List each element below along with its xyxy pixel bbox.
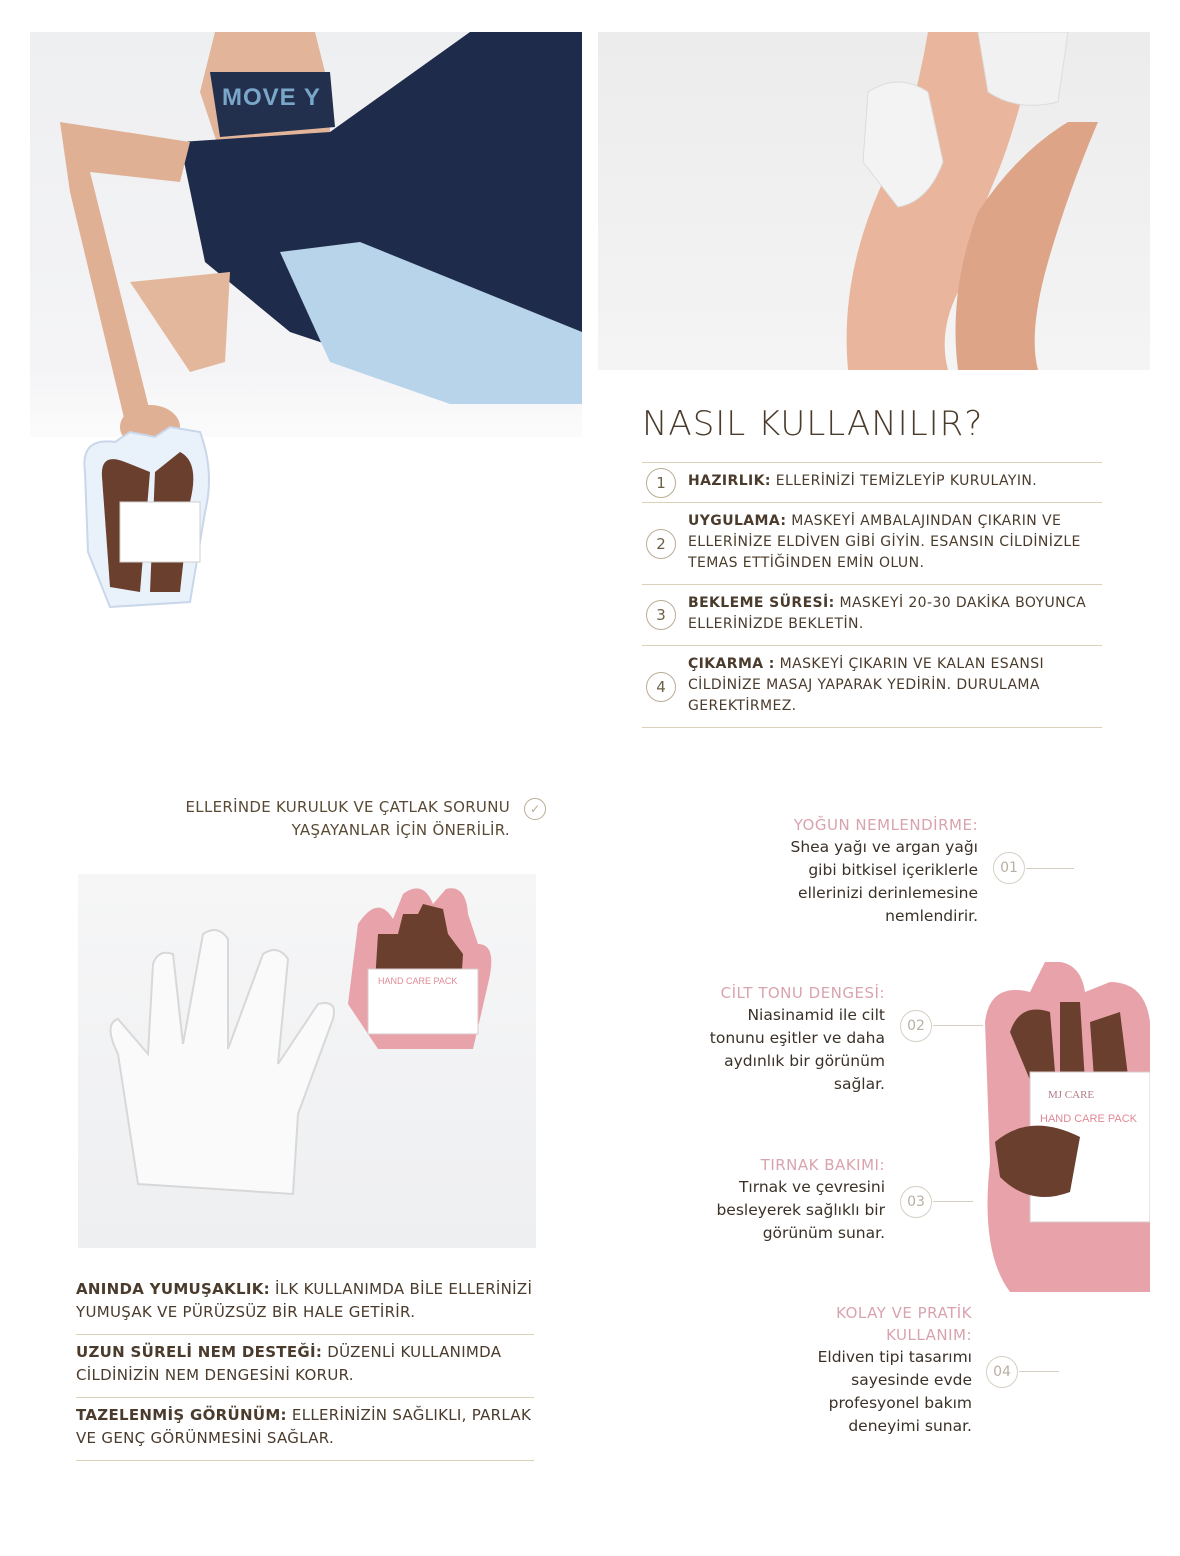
feature-number: 01 [993, 852, 1025, 884]
check-icon: ✓ [524, 798, 546, 820]
feature-number: 02 [900, 1010, 932, 1042]
benefit-item: UZUN SÜRELİ NEM DESTEĞİ: DÜZENLİ KULLANIMDA CİLDİNİZİN NEM DENGESİNİ KORUR. [76, 1335, 534, 1398]
legs-glove-photo [598, 32, 1150, 370]
model-photo [30, 32, 582, 770]
step-item [642, 462, 1102, 502]
how-to-use-panel [598, 32, 1150, 770]
how-to-title: NASIL KULLANILIR? [642, 404, 984, 444]
feature-title: KOLAY VE PRATİK KULLANIM: [836, 1304, 972, 1344]
feature-title: TIRNAK BAKIMI: [760, 1156, 885, 1174]
benefit-item: ANINDA YUMUŞAKLIK: İLK KULLANIMDA BİLE ELLERİNİZİ YUMUŞAK VE PÜRÜZSÜZ BİR HALE GETİRİR. [76, 1272, 534, 1335]
steps-list [642, 462, 1102, 728]
step-text: BEKLEME SÜRESİ: MASKEYİ 20-30 DAKİKA BOYUNCA ELLERİNİZDE BEKLETİN. [688, 595, 1087, 632]
feature-item [628, 814, 978, 928]
feature-connector [933, 1201, 973, 1202]
step-number: 1 [646, 468, 676, 498]
step-number: 3 [646, 600, 676, 630]
feature-item [598, 982, 885, 1096]
step-number: 2 [646, 529, 676, 559]
feature-body: Eldiven tipi tasarımı sayesinde evde profesyonel bakım deneyimi sunar. [817, 1348, 972, 1435]
foot-mask-photo-panel [30, 32, 582, 770]
benefit-item: TAZELENMİŞ GÖRÜNÜM: ELLERİNİZİN SAĞLIKLI, PARLAK VE GENÇ GÖRÜNMESİNİ SAĞLAR. [76, 1398, 534, 1461]
benefits-panel [30, 786, 582, 1504]
feature-item [622, 1302, 972, 1438]
feature-body: Shea yağı ve argan yağı gibi bitkisel içeriklerle ellerinizi derinlemesine nemlendirir. [790, 838, 978, 925]
step-text: UYGULAMA: MASKEYİ AMBALAJINDAN ÇIKARIN VE ELLERİNİZE ELDİVEN GİBİ GİYİN. ESANSIN CİLDİNİZLE TEMAS ETTİĞİNDEN EMİN OLUN. [688, 513, 1081, 571]
pack-title: HAND CARE PACK [1040, 1113, 1137, 1125]
pack-title: HAND CARE PACK [378, 976, 458, 986]
pack-brand: MJ CARE [1048, 1089, 1095, 1101]
benefits-list [76, 1272, 534, 1461]
recommendation-text: ELLERİNDE KURULUK VE ÇATLAK SORUNU YAŞAYANLAR İÇİN ÖNERİLİR. [185, 798, 510, 839]
feature-body: Niasinamid ile cilt tonunu eşitler ve daha aydınlık bir görünüm sağlar. [709, 1006, 885, 1093]
feature-title: YOĞUN NEMLENDİRME: [793, 816, 978, 834]
step-text: HAZIRLIK: ELLERİNİZİ TEMİZLEYİP KURULAYIN. [688, 473, 1038, 489]
step-item [642, 645, 1102, 728]
glove-photo [78, 874, 536, 1248]
features-panel [598, 786, 1150, 1504]
feature-item [598, 1154, 885, 1245]
shirt-text: MOVE Y [222, 84, 321, 111]
hand-mask-pack-large [970, 962, 1150, 1302]
step-item [642, 584, 1102, 645]
hand-mask-pack [348, 888, 491, 1049]
feature-title: CİLT TONU DENGESİ: [720, 984, 885, 1002]
feature-number: 03 [900, 1186, 932, 1218]
step-item [642, 502, 1102, 584]
feature-connector [1019, 1371, 1059, 1372]
step-number: 4 [646, 672, 676, 702]
step-text: ÇIKARMA : MASKEYİ ÇIKARIN VE KALAN ESANSI CİLDİNİZE MASAJ YAPARAK YEDİRİN. DURULAMA GEREKTİRMEZ. [688, 656, 1045, 714]
feature-number: 04 [986, 1356, 1018, 1388]
foot-mask-pack [84, 427, 209, 607]
feature-body: Tırnak ve çevresini besleyerek sağlıklı bir görünüm sunar. [716, 1178, 885, 1242]
feature-connector [1026, 868, 1074, 869]
